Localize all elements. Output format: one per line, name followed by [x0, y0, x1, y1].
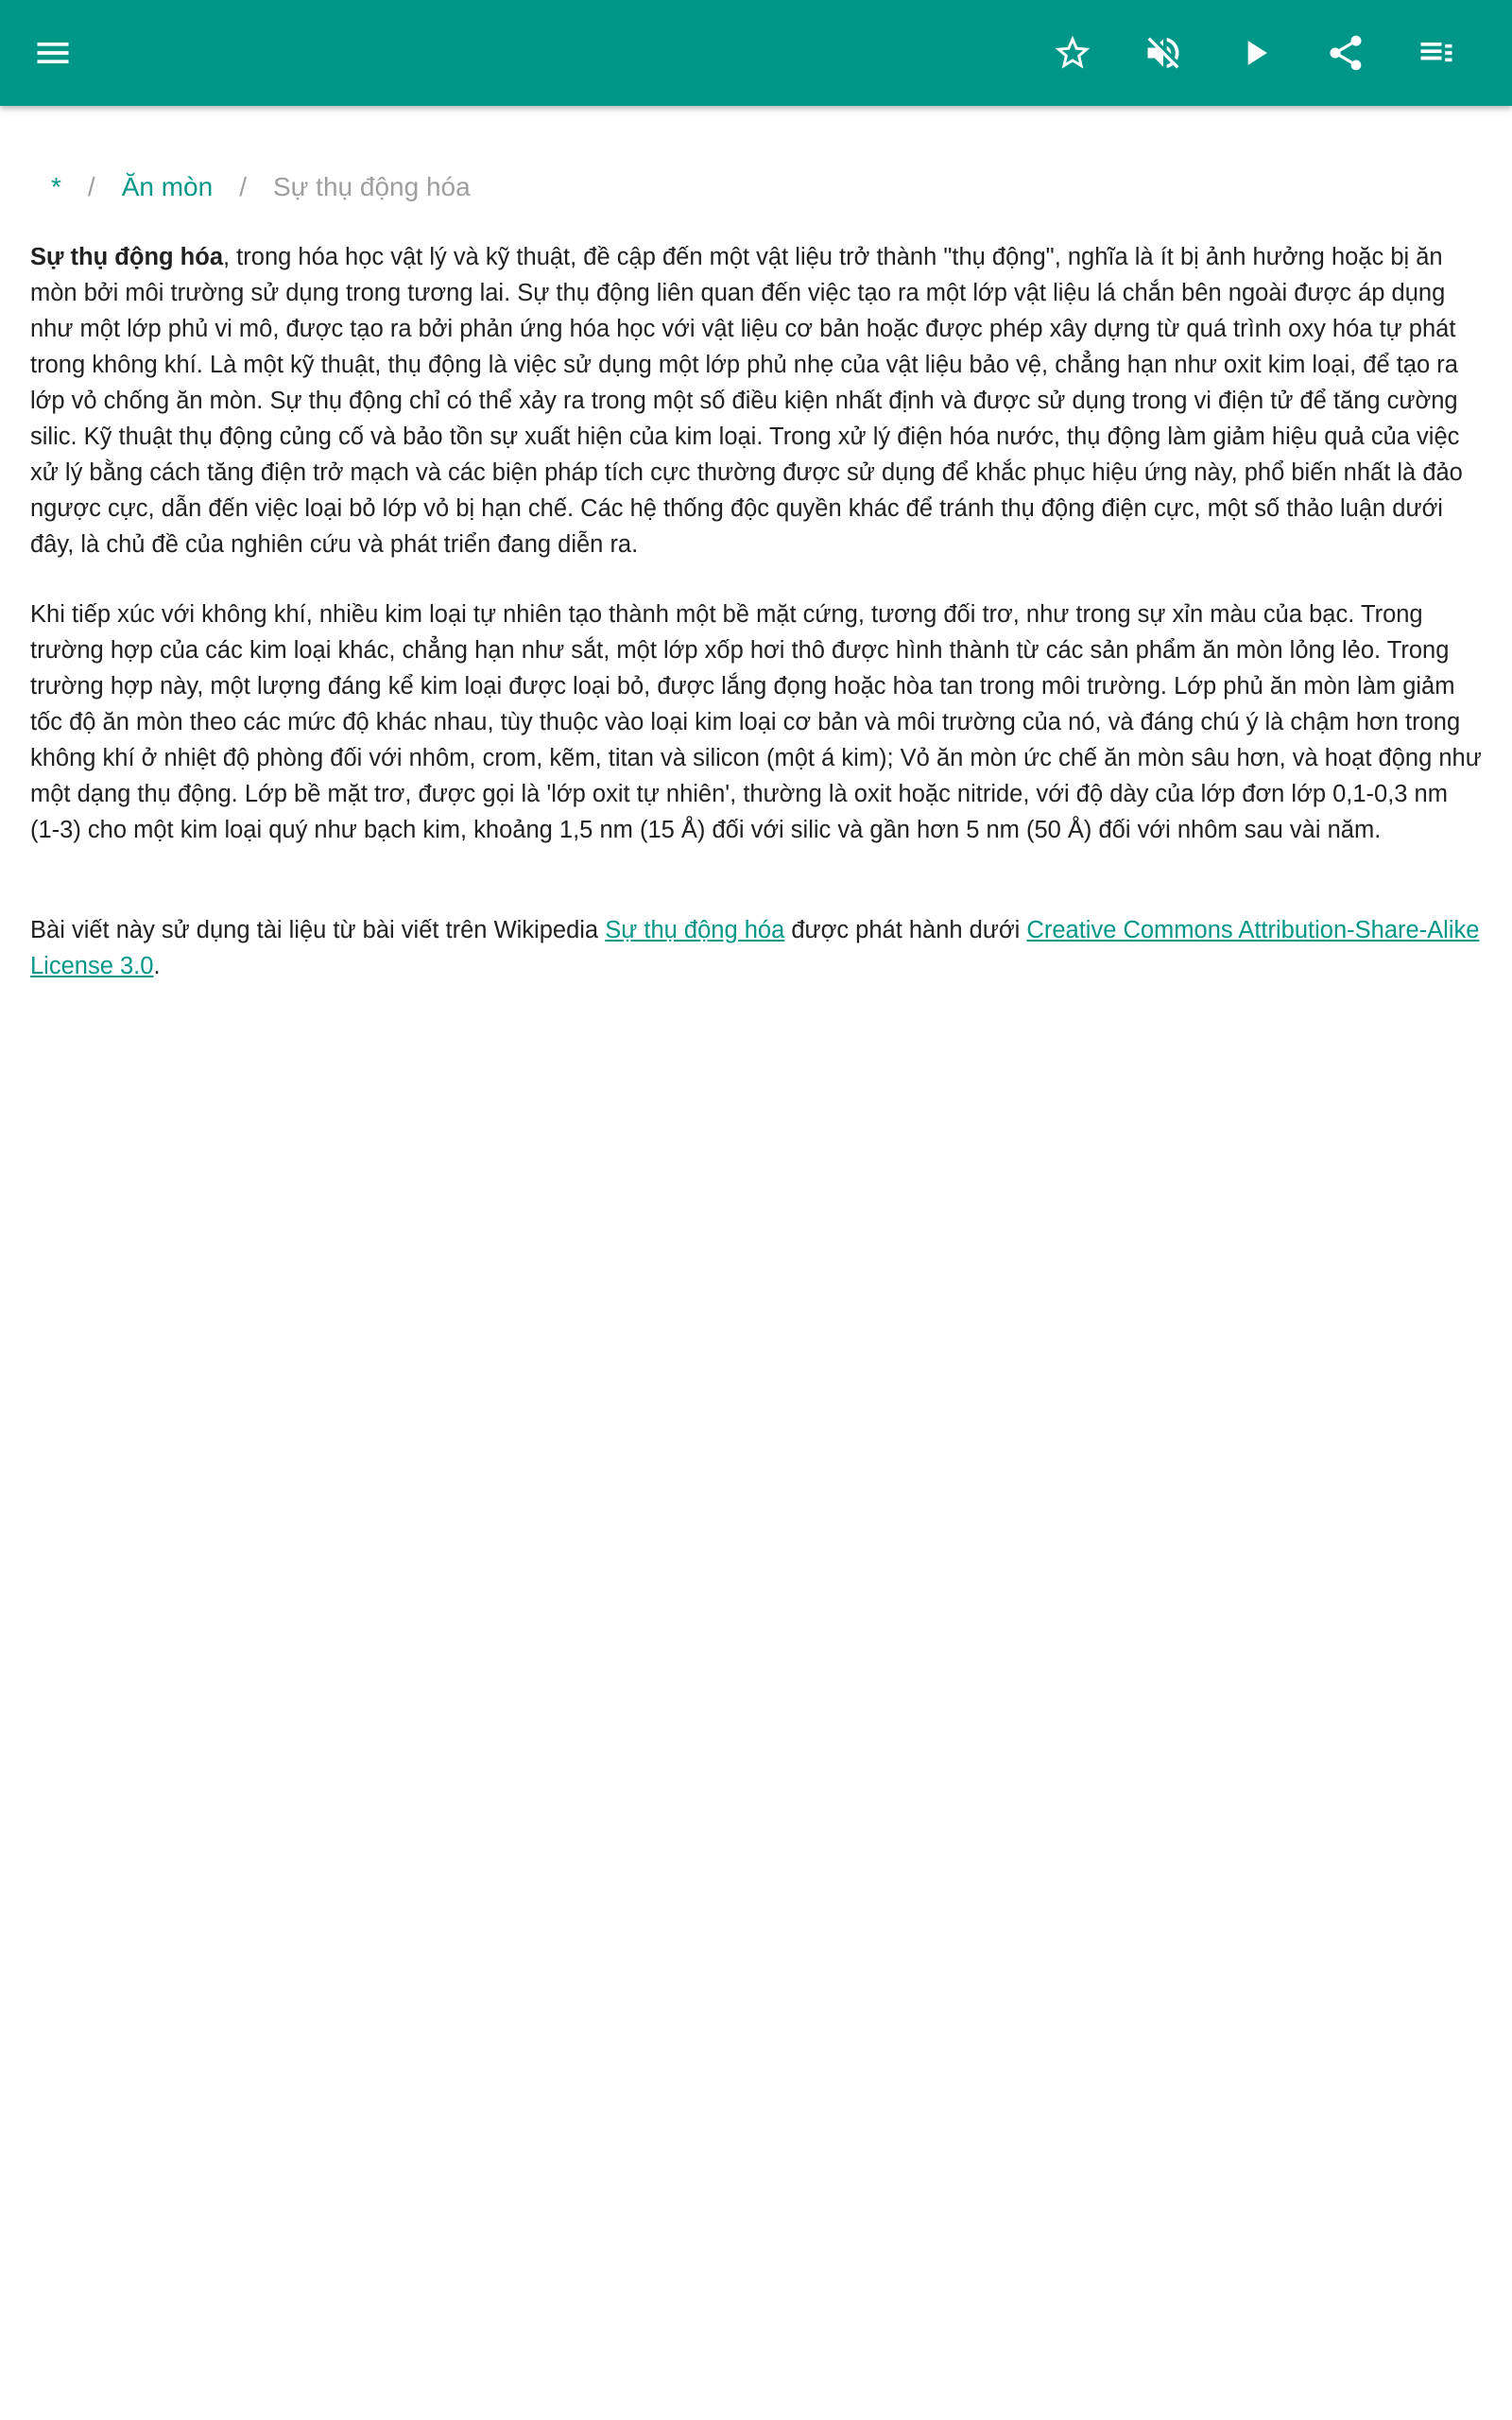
playlist-icon — [1416, 32, 1457, 74]
share-button[interactable] — [1315, 23, 1376, 83]
star-outline-icon — [1052, 32, 1093, 74]
volume-off-icon — [1143, 32, 1184, 74]
license-link[interactable]: Creative Commons Attribution-Share-Alike License 3.0 — [30, 917, 1480, 979]
breadcrumb-separator: / — [87, 172, 95, 201]
source-article-link[interactable]: Sự thụ động hóa — [605, 917, 785, 943]
bookmark-button[interactable] — [1042, 23, 1103, 83]
article-paragraph-1-text: , trong hóa học vật lý và kỹ thuật, đề cập đến một vật liệu trở thành "thụ động", nghĩa là ít bị ảnh hưởng hoặc bị ăn mòn bởi môi trường sử dụng trong tương lai. Sự thụ động liên quan đến việc tạo ra một lớp vật liệu lá chắn bên ngoài được áp dụng như một lớp phủ vi mô, được tạo ra bởi phản ứng hóa học với vật liệu cơ bản hoặc được phép xây dựng từ quá trình oxy hóa tự phát trong không khí. Là một kỹ thuật, thụ động là việc sử dụng một lớp phủ nhẹ của vật liệu bảo vệ, chẳng hạn như oxit kim loại, để tạo ra lớp vỏ chống ăn mòn. Sự thụ động chỉ có thể xảy ra trong một số điều kiện nhất định và được sử dụng trong vi điện tử để tăng cường silic. Kỹ thuật thụ động củng cố và bảo tồn sự xuất hiện của kim loại. Trong xử lý điện hóa nước, thụ động làm giảm hiệu quả của việc xử lý bằng cách tăng điện trở mạch và các biện pháp tích cực thường được sử dụng để khắc phục hiệu ứng này, phổ biến nhất là đảo ngược cực, dẫn đến việc loại bỏ lớp vỏ bị hạn chế. Các hệ thống độc quyền khác để tránh thụ động điện cực, một số thảo luận dưới đây, là chủ đề của nghiên cứu và phát triển đang diễn ra. — [30, 244, 1463, 558]
breadcrumb-home[interactable]: * — [51, 172, 61, 201]
play-button[interactable] — [1225, 23, 1285, 83]
breadcrumb-current: Sự thụ động hóa — [272, 172, 471, 201]
menu-button[interactable] — [23, 23, 83, 83]
breadcrumb-parent[interactable]: Ăn mòn — [121, 172, 214, 201]
credits-prefix: Bài viết này sử dụng tài liệu từ bài viết trên Wikipedia — [30, 917, 606, 943]
breadcrumb-separator: / — [239, 172, 247, 201]
play-icon — [1234, 32, 1276, 74]
credits-suffix: . — [153, 953, 161, 979]
article-paragraph-1 — [30, 239, 1482, 562]
share-icon — [1325, 32, 1366, 74]
article-term: Sự thụ động hóa — [30, 244, 224, 270]
article-content — [30, 106, 1482, 984]
mute-button[interactable] — [1133, 23, 1194, 83]
credits-middle: được phát hành dưới — [784, 917, 1027, 943]
app-bar — [0, 0, 1512, 106]
breadcrumb — [51, 168, 1482, 206]
article-paragraph-2: Khi tiếp xúc với không khí, nhiều kim loại tự nhiên tạo thành một bề mặt cứng, tương đối trơ, như trong sự xỉn màu của bạc. Trong trường hợp của các kim loại khác, chẳng hạn như sắt, một lớp xốp hơi thô được hình thành từ các sản phẩm ăn mòn lỏng lẻo. Trong trường hợp này, một lượng đáng kể kim loại được loại bỏ, được lắng đọng hoặc hòa tan trong môi trường. Lớp phủ ăn mòn làm giảm tốc độ ăn mòn theo các mức độ khác nhau, tùy thuộc vào loại kim loại cơ bản và môi trường của nó, và đáng chú ý là chậm hơn trong không khí ở nhiệt độ phòng đối với nhôm, crom, kẽm, titan và silicon (một á kim); Vỏ ăn mòn ức chế ăn mòn sâu hơn, và hoạt động như một dạng thụ động. Lớp bề mặt trơ, được gọi là 'lớp oxit tự nhiên', thường là oxit hoặc nitride, với độ dày của lớp đơn lớp 0,1-0,3 nm (1-3) cho một kim loại quý như bạch kim, khoảng 1,5 nm (15 Å) đối với silic và gần hơn 5 nm (50 Å) đối với nhôm sau vài năm. — [30, 601, 1482, 843]
menu-icon — [32, 32, 74, 74]
playlist-button[interactable] — [1406, 23, 1467, 83]
credits-paragraph — [30, 912, 1482, 984]
